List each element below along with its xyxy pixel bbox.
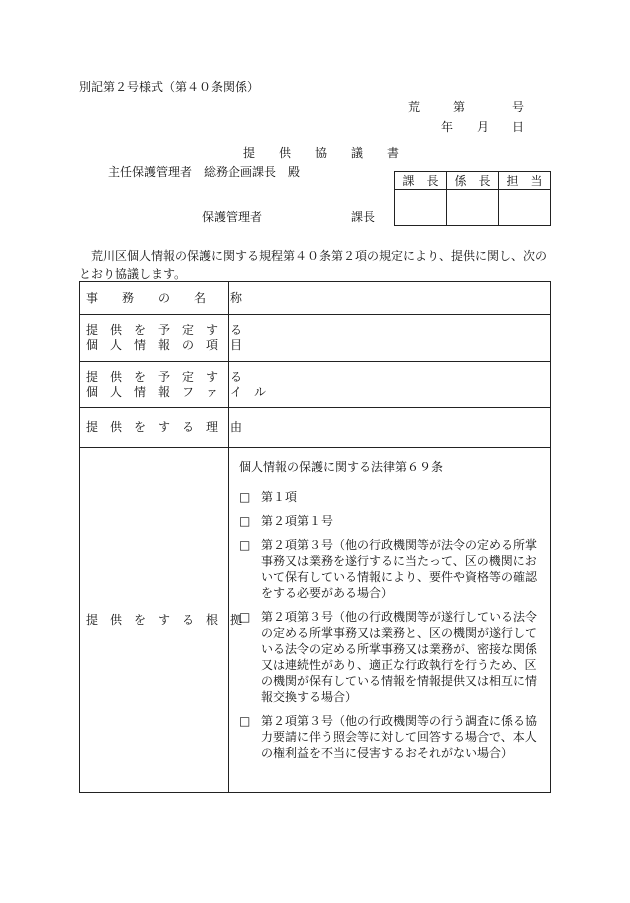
approval-header-staff: 担 当 xyxy=(499,172,551,190)
row-label-info-items: 提 供 を 予 定 す る 個 人 情 報 の 項 目 xyxy=(80,315,229,362)
info-file-field[interactable] xyxy=(229,362,551,408)
checkbox-icon[interactable]: □ xyxy=(239,538,251,552)
approval-stamp-section-chief[interactable] xyxy=(395,190,447,226)
intro-line: とおり協議します。 xyxy=(79,267,187,281)
basis-option xyxy=(239,537,544,601)
basis-law-title: 個人情報の保護に関する法律第６９条 xyxy=(239,460,444,474)
approval-stamp-subsection-chief[interactable] xyxy=(447,190,499,226)
checkbox-icon[interactable]: □ xyxy=(239,610,251,624)
checkbox-icon[interactable]: □ xyxy=(239,514,251,528)
row-label-basis: 提 供 を す る 根 拠 xyxy=(80,448,229,793)
page-title: 提 供 協 議 書 xyxy=(243,146,400,160)
addressee: 主任保護管理者 総務企画課長 殿 xyxy=(108,165,301,179)
document-number-prefix: 荒 xyxy=(408,100,421,114)
form-id: 別記第２号様式（第４０条関係） xyxy=(79,80,260,94)
basis-option xyxy=(239,513,544,529)
consultation-table xyxy=(79,281,551,793)
basis-option xyxy=(239,609,544,705)
row-label-reason: 提 供 を す る 理 由 xyxy=(80,408,229,448)
basis-option-label: 第２項第１号 xyxy=(261,514,334,528)
checkbox-icon[interactable]: □ xyxy=(239,714,251,728)
table-row xyxy=(80,408,551,448)
basis-option-label: 第２項第３号（他の行政機関等が法令の定める所掌事務又は業務を遂行するに当たって、区の機関において保有している情報により、要件や資格等の確認をする必要がある場合） xyxy=(261,538,538,600)
table-row xyxy=(80,282,551,315)
date-year: 年 xyxy=(441,120,454,134)
date-day: 日 xyxy=(512,120,525,134)
row-label-task-name: 事 務 の 名 称 xyxy=(80,282,229,315)
table-row xyxy=(80,315,551,362)
document-number-mid: 第 xyxy=(453,100,466,114)
date-month: 月 xyxy=(477,120,490,134)
basis-option-label: 第２項第３号（他の行政機関等が遂行している法令の定める所掌事務又は業務と、区の機関が遂行している法令の定める所掌事務又は業務が、密接な関係又は連続性があり、適正な行政執行を行うため、区の機関が保有している情報を情報提供又は相互に情報交換する場合） xyxy=(261,610,538,704)
basis-option-label: 第２項第３号（他の行政機関等の行う調査に係る協力要請に伴う照会等に対して回答する場合で、本人の権利益を不当に侵害するおそれがない場合） xyxy=(261,714,538,760)
intro-line: 荒川区個人情報の保護に関する規程第４０条第２項の規定により、提供に関し、次の xyxy=(91,249,548,263)
approval-stamp-table xyxy=(394,171,551,226)
approval-header-subsection-chief: 係 長 xyxy=(447,172,499,190)
info-items-field[interactable] xyxy=(229,315,551,362)
table-row xyxy=(80,362,551,408)
document-number-suffix: 号 xyxy=(512,100,525,114)
reason-field[interactable] xyxy=(229,408,551,448)
sender-label: 保護管理者 xyxy=(202,210,263,224)
table-row xyxy=(80,448,551,793)
intro-paragraph xyxy=(79,247,557,283)
basis-option-label: 第１項 xyxy=(261,490,298,504)
approval-header-section-chief: 課 長 xyxy=(395,172,447,190)
row-label-info-file: 提 供 を 予 定 す る 個 人 情 報 フ ァ イ ル xyxy=(80,362,229,408)
basis-option xyxy=(239,713,544,761)
basis-option xyxy=(239,489,544,505)
sender-title-suffix: 課長 xyxy=(351,210,376,224)
task-name-field[interactable] xyxy=(229,282,551,315)
basis-cell xyxy=(229,448,551,793)
approval-stamp-staff[interactable] xyxy=(499,190,551,226)
checkbox-icon[interactable]: □ xyxy=(239,490,251,504)
